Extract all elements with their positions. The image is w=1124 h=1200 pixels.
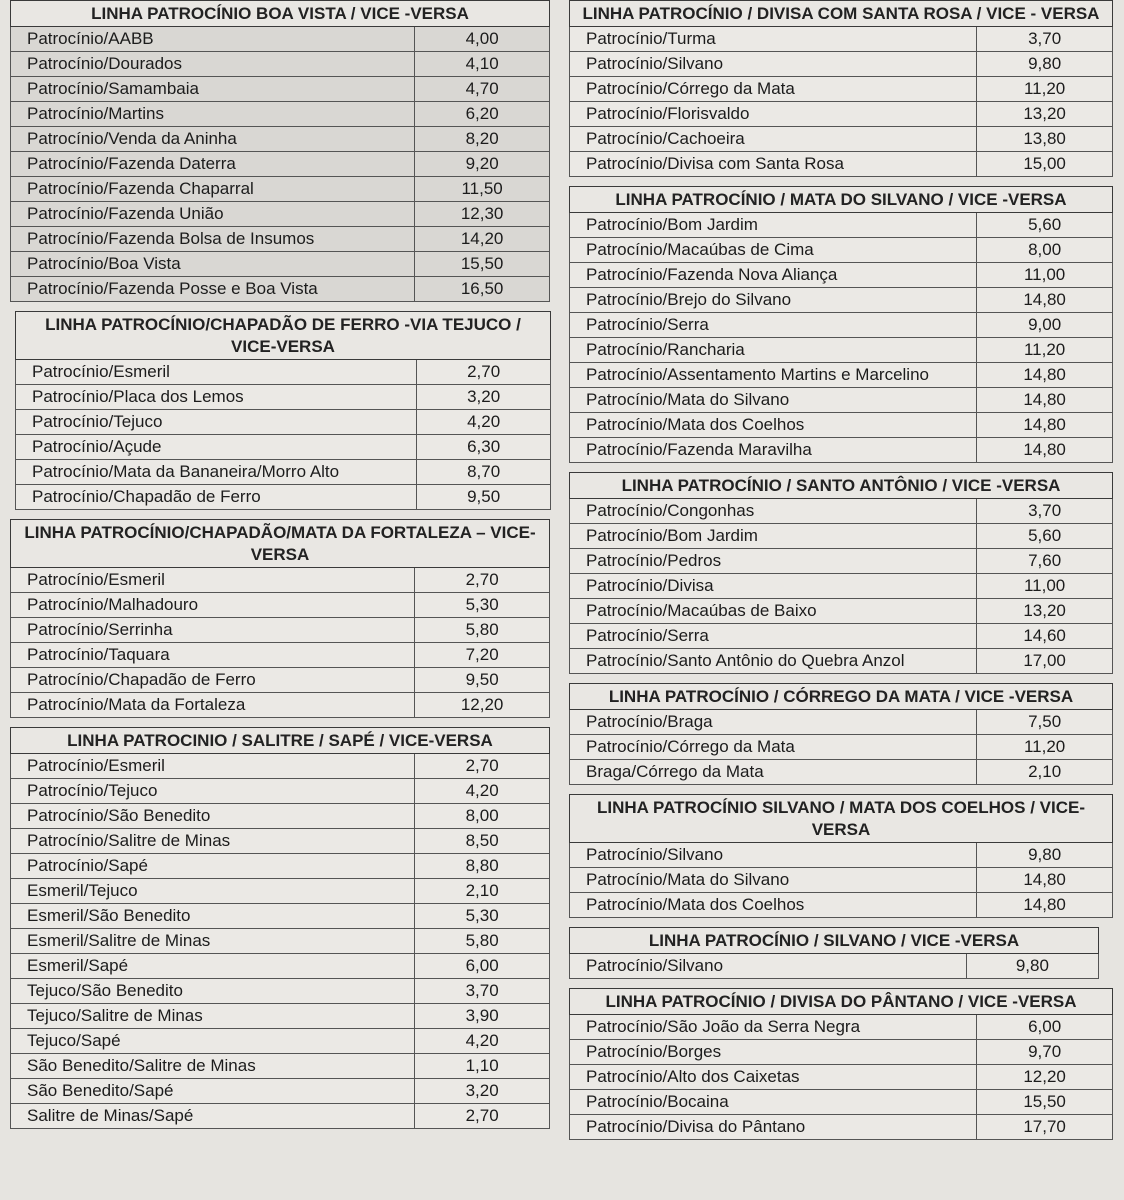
fare-table-title: LINHA PATROCÍNIO / MATA DO SILVANO / VICE -VERSA xyxy=(570,187,1113,213)
fare-price: 12,20 xyxy=(977,1065,1113,1090)
fare-price: 3,20 xyxy=(417,385,551,410)
fare-table xyxy=(569,472,1113,674)
route-name: Patrocínio/Assentamento Martins e Marcelino xyxy=(570,363,977,388)
fare-table-title: LINHA PATROCÍNIO/CHAPADÃO DE FERRO -VIA TEJUCO / VICE-VERSA xyxy=(16,312,551,360)
table-row xyxy=(11,643,550,668)
fare-table-linha-patrocinio-corrego-da-mata-vice-versa xyxy=(569,683,1113,785)
fare-price: 9,80 xyxy=(977,843,1113,868)
route-name: Tejuco/São Benedito xyxy=(11,979,415,1004)
fare-price: 9,50 xyxy=(415,668,550,693)
route-name: Patrocínio/Divisa do Pântano xyxy=(570,1115,977,1140)
fare-price: 3,70 xyxy=(977,499,1113,524)
fare-price: 4,20 xyxy=(415,779,550,804)
fare-table xyxy=(10,519,550,718)
table-row xyxy=(570,127,1113,152)
route-name: Esmeril/São Benedito xyxy=(11,904,415,929)
fare-price: 11,20 xyxy=(977,735,1113,760)
fare-price: 14,80 xyxy=(977,893,1113,918)
fare-price: 3,70 xyxy=(415,979,550,1004)
fare-price: 2,70 xyxy=(415,754,550,779)
route-name: Patrocínio/Fazenda União xyxy=(11,202,415,227)
route-name: Patrocínio/Divisa com Santa Rosa xyxy=(570,152,977,177)
route-name: Patrocínio/Congonhas xyxy=(570,499,977,524)
fare-price: 6,20 xyxy=(415,102,550,127)
table-row xyxy=(16,410,551,435)
route-name: Patrocínio/Bom Jardim xyxy=(570,524,977,549)
fare-price: 13,20 xyxy=(977,599,1113,624)
route-name: Patrocínio/Bocaina xyxy=(570,1090,977,1115)
table-row xyxy=(570,413,1113,438)
table-row xyxy=(570,238,1113,263)
route-name: Patrocínio/Taquara xyxy=(11,643,415,668)
fare-table-linha-patrocinio-divisa-do-pantano-vice-versa xyxy=(569,988,1113,1140)
route-name: Patrocínio/Turma xyxy=(570,27,977,52)
table-row xyxy=(16,460,551,485)
route-name: Patrocínio/Açude xyxy=(16,435,417,460)
route-name: Patrocínio/Fazenda Maravilha xyxy=(570,438,977,463)
fare-table xyxy=(569,683,1113,785)
table-row xyxy=(11,102,550,127)
fare-price: 7,50 xyxy=(977,710,1113,735)
table-row xyxy=(11,668,550,693)
route-name: Patrocínio/Martins xyxy=(11,102,415,127)
fare-price: 15,00 xyxy=(977,152,1113,177)
fare-price: 14,80 xyxy=(977,388,1113,413)
fare-price: 5,60 xyxy=(977,524,1113,549)
fare-price: 11,50 xyxy=(415,177,550,202)
table-row xyxy=(570,152,1113,177)
fare-price: 2,10 xyxy=(415,879,550,904)
fare-price: 14,80 xyxy=(977,413,1113,438)
table-row xyxy=(11,27,550,52)
route-name: Patrocínio/Placa dos Lemos xyxy=(16,385,417,410)
fare-price: 4,70 xyxy=(415,77,550,102)
table-row xyxy=(570,313,1113,338)
route-name: Patrocínio/Serra xyxy=(570,624,977,649)
fare-price: 5,30 xyxy=(415,904,550,929)
route-name: Patrocínio/Tejuco xyxy=(16,410,417,435)
table-row xyxy=(570,574,1113,599)
route-name: Patrocínio/Esmeril xyxy=(11,568,415,593)
fare-price: 5,60 xyxy=(977,213,1113,238)
fare-table xyxy=(569,794,1113,918)
table-row xyxy=(11,127,550,152)
fare-price: 16,50 xyxy=(415,277,550,302)
fare-price: 11,20 xyxy=(977,77,1113,102)
route-name: Patrocínio/Alto dos Caixetas xyxy=(570,1065,977,1090)
table-row xyxy=(570,893,1113,918)
fare-price: 9,80 xyxy=(977,52,1113,77)
fare-table xyxy=(569,186,1113,463)
fare-price: 14,60 xyxy=(977,624,1113,649)
route-name: Patrocínio/Pedros xyxy=(570,549,977,574)
fare-price: 7,20 xyxy=(415,643,550,668)
table-row xyxy=(570,77,1113,102)
table-row xyxy=(16,435,551,460)
route-name: Patrocínio/Santo Antônio do Quebra Anzol xyxy=(570,649,977,674)
table-row xyxy=(570,438,1113,463)
route-name: Braga/Córrego da Mata xyxy=(570,760,977,785)
fare-price: 4,10 xyxy=(415,52,550,77)
table-row xyxy=(11,1104,550,1129)
route-name: Patrocínio/Borges xyxy=(570,1040,977,1065)
fare-price: 14,80 xyxy=(977,363,1113,388)
table-row xyxy=(11,829,550,854)
route-name: Patrocínio/Braga xyxy=(570,710,977,735)
fare-price: 11,00 xyxy=(977,574,1113,599)
table-row xyxy=(11,593,550,618)
fare-price: 6,00 xyxy=(415,954,550,979)
fare-price: 9,80 xyxy=(966,954,1098,979)
fare-table xyxy=(569,927,1099,979)
table-row xyxy=(11,77,550,102)
route-name: Patrocínio/Fazenda Daterra xyxy=(11,152,415,177)
route-name: Patrocínio/Serra xyxy=(570,313,977,338)
fare-price: 8,50 xyxy=(415,829,550,854)
fare-price: 9,50 xyxy=(417,485,551,510)
fare-table xyxy=(569,0,1113,177)
table-row xyxy=(570,1015,1113,1040)
table-row xyxy=(11,1054,550,1079)
fare-price: 17,00 xyxy=(977,649,1113,674)
route-name: Patrocínio/Venda da Aninha xyxy=(11,127,415,152)
fare-price: 2,10 xyxy=(977,760,1113,785)
fare-table-linha-patrocinio-mata-do-silvano-vice-versa xyxy=(569,186,1113,463)
table-row xyxy=(11,152,550,177)
fare-price: 8,20 xyxy=(415,127,550,152)
fare-table xyxy=(10,0,550,302)
route-name: Patrocínio/Fazenda Chaparral xyxy=(11,177,415,202)
route-name: Patrocínio/Fazenda Bolsa de Insumos xyxy=(11,227,415,252)
fare-price: 2,70 xyxy=(415,568,550,593)
fare-price: 9,00 xyxy=(977,313,1113,338)
fare-table-title: LINHA PATROCÍNIO BOA VISTA / VICE -VERSA xyxy=(11,1,550,27)
fare-price: 1,10 xyxy=(415,1054,550,1079)
fare-price: 2,70 xyxy=(415,1104,550,1129)
route-name: Patrocínio/São Benedito xyxy=(11,804,415,829)
route-name: Patrocínio/Mata do Silvano xyxy=(570,868,977,893)
fare-table-linha-patrocinio-silvano-vice-versa xyxy=(569,927,1099,979)
route-name: Patrocínio/Chapadão de Ferro xyxy=(11,668,415,693)
fare-price: 14,80 xyxy=(977,288,1113,313)
route-name: Patrocínio/Silvano xyxy=(570,843,977,868)
route-name: Patrocínio/Samambaia xyxy=(11,77,415,102)
table-row xyxy=(570,549,1113,574)
fare-price: 9,70 xyxy=(977,1040,1113,1065)
table-row xyxy=(11,618,550,643)
table-row xyxy=(570,524,1113,549)
table-row xyxy=(11,1029,550,1054)
table-row xyxy=(11,252,550,277)
table-row xyxy=(570,213,1113,238)
fare-price: 15,50 xyxy=(977,1090,1113,1115)
fare-price: 12,20 xyxy=(415,693,550,718)
route-name: Patrocínio/Mata da Bananeira/Morro Alto xyxy=(16,460,417,485)
route-name: Patrocínio/Fazenda Posse e Boa Vista xyxy=(11,277,415,302)
table-row xyxy=(11,277,550,302)
route-name: Patrocínio/Fazenda Nova Aliança xyxy=(570,263,977,288)
table-row xyxy=(570,1040,1113,1065)
table-row xyxy=(570,27,1113,52)
fare-table-linha-patrocinio-chapadao-de-ferro-via-tejuco-vice-versa xyxy=(15,311,551,510)
fare-table xyxy=(569,988,1113,1140)
route-name: Patrocínio/Esmeril xyxy=(11,754,415,779)
fare-price: 9,20 xyxy=(415,152,550,177)
route-name: Patrocínio/Macaúbas de Cima xyxy=(570,238,977,263)
route-name: Patrocínio/Mata da Fortaleza xyxy=(11,693,415,718)
route-name: Patrocínio/Dourados xyxy=(11,52,415,77)
fare-price: 6,00 xyxy=(977,1015,1113,1040)
table-row xyxy=(570,363,1113,388)
route-name: Patrocínio/Rancharia xyxy=(570,338,977,363)
fare-table-linha-patrocinio-santo-antonio-vice-versa xyxy=(569,472,1113,674)
fare-price: 17,70 xyxy=(977,1115,1113,1140)
route-name: São Benedito/Sapé xyxy=(11,1079,415,1104)
fare-table-linha-patrocinio-divisa-com-santa-rosa-vice-versa xyxy=(569,0,1113,177)
fare-price: 4,00 xyxy=(415,27,550,52)
route-name: Esmeril/Sapé xyxy=(11,954,415,979)
fare-table-title: LINHA PATROCÍNIO / DIVISA DO PÂNTANO / VICE -VERSA xyxy=(570,989,1113,1015)
table-row xyxy=(570,1115,1113,1140)
route-name: Esmeril/Tejuco xyxy=(11,879,415,904)
route-name: Patrocínio/Silvano xyxy=(570,954,967,979)
route-name: Patrocínio/Bom Jardim xyxy=(570,213,977,238)
fare-price: 2,70 xyxy=(417,360,551,385)
table-row xyxy=(570,760,1113,785)
table-row xyxy=(570,649,1113,674)
fare-price: 15,50 xyxy=(415,252,550,277)
table-row xyxy=(11,693,550,718)
route-name: Tejuco/Sapé xyxy=(11,1029,415,1054)
table-row xyxy=(11,929,550,954)
route-name: Patrocínio/Mata dos Coelhos xyxy=(570,893,977,918)
fare-table-title: LINHA PATROCÍNIO / DIVISA COM SANTA ROSA / VICE - VERSA xyxy=(570,1,1113,27)
table-row xyxy=(11,177,550,202)
route-name: Patrocínio/Córrego da Mata xyxy=(570,77,977,102)
route-name: Salitre de Minas/Sapé xyxy=(11,1104,415,1129)
route-name: Patrocínio/Silvano xyxy=(570,52,977,77)
fare-price: 13,80 xyxy=(977,127,1113,152)
fare-table-title: LINHA PATROCÍNIO / CÓRREGO DA MATA / VICE -VERSA xyxy=(570,684,1113,710)
fare-table-linha-patrocinio-chapadao-mata-da-fortaleza-vice-versa xyxy=(10,519,550,718)
fare-price: 8,80 xyxy=(415,854,550,879)
route-name: Patrocínio/Divisa xyxy=(570,574,977,599)
fare-price: 13,20 xyxy=(977,102,1113,127)
table-row xyxy=(570,102,1113,127)
route-name: Patrocínio/Mata dos Coelhos xyxy=(570,413,977,438)
route-name: Patrocínio/Chapadão de Ferro xyxy=(16,485,417,510)
fare-price: 14,80 xyxy=(977,438,1113,463)
table-row xyxy=(16,385,551,410)
fare-price: 5,30 xyxy=(415,593,550,618)
fare-price: 5,80 xyxy=(415,618,550,643)
fare-table-title: LINHA PATROCINIO / SALITRE / SAPÉ / VICE-VERSA xyxy=(11,728,550,754)
table-row xyxy=(11,202,550,227)
table-row xyxy=(570,499,1113,524)
route-name: Patrocínio/Florisvaldo xyxy=(570,102,977,127)
right-column xyxy=(569,0,1113,1149)
table-row xyxy=(11,52,550,77)
table-row xyxy=(570,735,1113,760)
fare-price: 14,80 xyxy=(977,868,1113,893)
table-row xyxy=(570,52,1113,77)
route-name: Patrocínio/Brejo do Silvano xyxy=(570,288,977,313)
table-row xyxy=(11,879,550,904)
table-row xyxy=(570,288,1113,313)
table-row xyxy=(570,1090,1113,1115)
fare-table-linha-patrocinio-silvano-mata-dos-coelhos-vice-versa xyxy=(569,794,1113,918)
fare-price: 4,20 xyxy=(417,410,551,435)
table-row xyxy=(16,360,551,385)
table-row xyxy=(11,954,550,979)
route-name: Patrocínio/AABB xyxy=(11,27,415,52)
fare-price: 3,20 xyxy=(415,1079,550,1104)
fare-table-linha-patrocinio-salitre-sape-vice-versa xyxy=(10,727,550,1129)
route-name: Esmeril/Salitre de Minas xyxy=(11,929,415,954)
table-row xyxy=(11,804,550,829)
route-name: Patrocínio/Boa Vista xyxy=(11,252,415,277)
fare-table xyxy=(10,727,550,1129)
fare-table-title: LINHA PATROCÍNIO/CHAPADÃO/MATA DA FORTALEZA – VICE-VERSA xyxy=(11,520,550,568)
table-row xyxy=(570,338,1113,363)
fare-price: 8,00 xyxy=(415,804,550,829)
fare-price: 12,30 xyxy=(415,202,550,227)
table-row xyxy=(11,904,550,929)
table-row xyxy=(570,624,1113,649)
table-row xyxy=(570,599,1113,624)
fare-price: 6,30 xyxy=(417,435,551,460)
fare-table-title: LINHA PATROCÍNIO / SANTO ANTÔNIO / VICE -VERSA xyxy=(570,473,1113,499)
route-name: Patrocínio/Tejuco xyxy=(11,779,415,804)
table-row xyxy=(11,568,550,593)
route-name: Patrocínio/Córrego da Mata xyxy=(570,735,977,760)
fare-price: 3,90 xyxy=(415,1004,550,1029)
fare-price: 4,20 xyxy=(415,1029,550,1054)
left-column xyxy=(10,0,552,1138)
fare-price: 7,60 xyxy=(977,549,1113,574)
table-row xyxy=(11,979,550,1004)
fare-price: 5,80 xyxy=(415,929,550,954)
route-name: Patrocínio/Serrinha xyxy=(11,618,415,643)
route-name: Patrocínio/Macaúbas de Baixo xyxy=(570,599,977,624)
route-name: Patrocínio/Esmeril xyxy=(16,360,417,385)
fare-price: 8,70 xyxy=(417,460,551,485)
route-name: Patrocínio/Cachoeira xyxy=(570,127,977,152)
route-name: Patrocínio/São João da Serra Negra xyxy=(570,1015,977,1040)
route-name: Tejuco/Salitre de Minas xyxy=(11,1004,415,1029)
table-row xyxy=(570,1065,1113,1090)
table-row xyxy=(11,1004,550,1029)
table-row xyxy=(11,227,550,252)
table-row xyxy=(16,485,551,510)
fare-price: 14,20 xyxy=(415,227,550,252)
table-row xyxy=(570,263,1113,288)
table-row xyxy=(570,954,1099,979)
table-row xyxy=(570,388,1113,413)
fare-table-title: LINHA PATROCÍNIO SILVANO / MATA DOS COELHOS / VICE-VERSA xyxy=(570,795,1113,843)
fare-table xyxy=(15,311,551,510)
fare-price: 11,20 xyxy=(977,338,1113,363)
fare-table-title: LINHA PATROCÍNIO / SILVANO / VICE -VERSA xyxy=(570,928,1099,954)
table-row xyxy=(11,754,550,779)
table-row xyxy=(11,1079,550,1104)
fare-table-linha-patrocinio-boa-vista-vice-versa xyxy=(10,0,550,302)
route-name: Patrocínio/Sapé xyxy=(11,854,415,879)
table-row xyxy=(570,843,1113,868)
fare-price: 8,00 xyxy=(977,238,1113,263)
fare-price: 3,70 xyxy=(977,27,1113,52)
route-name: Patrocínio/Salitre de Minas xyxy=(11,829,415,854)
route-name: Patrocínio/Malhadouro xyxy=(11,593,415,618)
route-name: Patrocínio/Mata do Silvano xyxy=(570,388,977,413)
table-row xyxy=(11,779,550,804)
table-row xyxy=(570,868,1113,893)
table-row xyxy=(11,854,550,879)
table-row xyxy=(570,710,1113,735)
fare-price: 11,00 xyxy=(977,263,1113,288)
route-name: São Benedito/Salitre de Minas xyxy=(11,1054,415,1079)
